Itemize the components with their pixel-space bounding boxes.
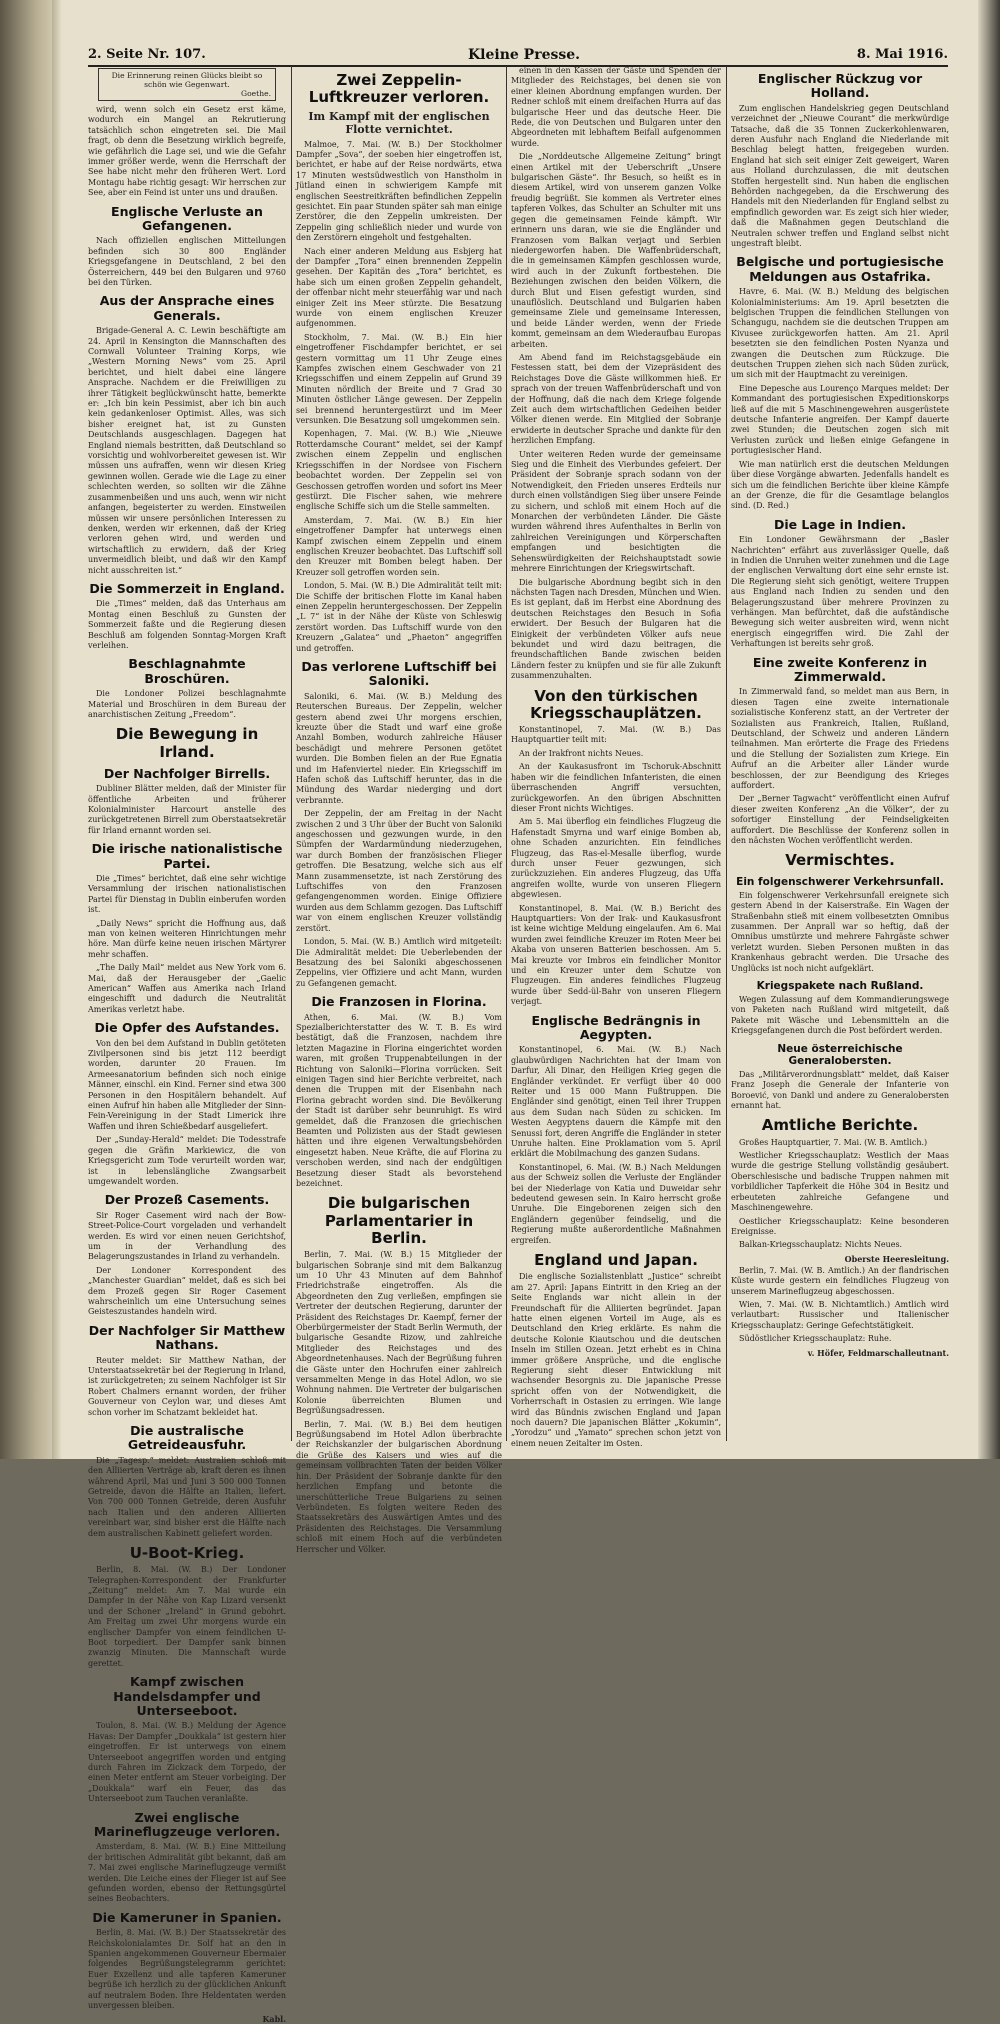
- article-headline: Die Lage in Indien.: [773, 516, 907, 532]
- article-paragraph: An der Irakfront nichts Neues.: [519, 748, 644, 758]
- article-paragraph: einen in den Kassen der Gäste und Spenden der Mitglieder des Reichstages, bei denen sie von einer kleinen Abordnung empfangen wurden. Der Redner schloß mit einem dreifachen Hurra auf das bulgarische Heer und das deutsche Heer. Die Rede, die von Deutschen und Bulgaren unter den Abgeordneten mit lebhaftem Beifall aufgenommen wurde.: [511, 66, 721, 148]
- epigraph-text: Die Erinnerung reinen Glücks bleibt so schön wie Gegenwart.: [111, 71, 263, 89]
- article-paragraph: Die „Norddeutsche Allgemeine Zeitung“ bringt einen Artikel mit der Ueberschrift „Unsere bulgarischen Gäste“. Ihr Besuch, so heißt es in diesem Artikel, wird von unserem ganzen Volke freudig begrüßt. Sie kommen als Vertreter eines tapferen Volkes, das Schulter an Schulter mit uns gegen die gemeinsamen Feinde kämpft. Wir erinnern uns daran, wie sie die Engländer und Franzosen vom Balkan verjagt und Serbien niedergeworfen haben. Die Waffenbrüderschaft, die in gemeinsamen Kämpfen geschlossen wurde, wird auch in der Zukunft fortbestehen. Die Beziehungen zwischen den beiden Völkern, die durch Blut und Eisen gefestigt wurden, sind unauflöslich. Deutschland und Bulgarien haben gemeinsame Ziele und gemeinsame Interessen, und beide Länder werden, wenn der Friede kommt, gemeinsam an dem Wiederaufbau Europas arbeiten.: [511, 152, 721, 349]
- header-page-number: 2. Seite Nr. 107.: [88, 47, 206, 62]
- article-paragraph: Ein Londoner Gewährsmann der „Basler Nachrichten“ erfährt aus zuverlässiger Quelle, daß in Indien die Unruhen weiter zunehmen und die Lage der englischen Verwaltung dort eine sehr ernste ist. Die Regierung sieht sich genötigt, weitere Truppen aus England nach Indien zu senden und den Belagerungszustand über mehrere Provinzen zu verhängen. Man befürchtet, daß die aufständische Bewegung sich weiter ausbreiten wird, wenn nicht energisch eingegriffen wird. Die Zahl der Verhaftungen ist bereits sehr groß.: [731, 535, 949, 649]
- article-headline: Englischer Rückzug vor Holland.: [757, 71, 923, 101]
- article-headline: Englische Verluste an Gefangenen.: [111, 203, 263, 234]
- article-headline: Neue österreichische Generalobersten.: [777, 1042, 903, 1067]
- article-paragraph: Toulon, 8. Mai. (W. B.) Meldung der Agence Havas: Der Dampfer „Doukkala“ ist gestern hier eingetroffen. Er ist unterwegs von einem Unterseeboot angegriffen worden und entging durch Fahren im Zickzack dem Torpedo, der einen Meter entfernt am Steuer vorbeiging. Der „Doukkala“ warf ein Feuer, das das Unterseeboot zum Tauchen veranlaßte.: [88, 1721, 286, 1804]
- article-paragraph: Das „Militärverordnungsblatt“ meldet, daß Kaiser Franz Joseph die Generale der Infanterie von Boroević, von Dankl und andere zu Generalobersten ernannt hat.: [731, 1069, 949, 1110]
- page-binding-shadow: [52, 0, 62, 1459]
- article-paragraph: Konstantinopel, 6. Mai. (W. B.) Nach Meldungen aus der Schweiz sollen die Verluste der Engländer bei der Niederlage von Katia und Duweidar sehr bedeutend gewesen sein. In Kairo herrscht große Unruhe. Die Eingeborenen zeigen sich den Engländern gegenüber feindselig, und die Regierung mußte außerordentliche Maßnahmen ergreifen.: [511, 1162, 721, 1245]
- column-4: [731, 66, 949, 1441]
- article-headline: Kriegspakete nach Rußland.: [756, 979, 924, 992]
- page-header: [88, 45, 948, 67]
- article-paragraph: Großes Hauptquartier, 7. Mai. (W. B. Amtlich.): [739, 1137, 928, 1147]
- article-paragraph: Reuter meldet: Sir Matthew Nathan, der Unterstaatssekretär bei der Regierung in Irland, ist zurückgetreten; zu seinem Nachfolger ist Sir Robert Chalmers ernannt worden, der früher Gouverneur von Ceylon war, und dieses Amt schon vorher im Schatzamt bekleidet hat.: [88, 1355, 286, 1417]
- article-paragraph: London, 5. Mai. (W. B.) Die Admiralität teilt mit: Die Schiffe der britischen Flotte im Kanal haben einen Zeppelin heruntergeschossen. Der Zeppelin „L 7“ ist in der Nähe der Küste von Schleswig zerstört worden. Das Luftschiff wurde von den Kreuzern „Galatea“ und „Phaeton“ angegriffen und getroffen.: [296, 581, 502, 653]
- article-paragraph: Der „Sunday-Herald“ meldet: Die Todesstrafe gegen die Gräfin Markiewicz, die von Kriegsgericht zum Tode verurteilt worden war, ist in lebenslängliche Zwangsarbeit umgewandelt worden.: [88, 1135, 286, 1186]
- article-paragraph: Amsterdam, 7. Mai. (W. B.) Ein hier eingetroffener Dampfer hat unterwegs einen Kampf zwischen einem Zeppelin und einem englischen Kreuzer beobachtet. Das Luftschiff soll den Kreuzer mit Bomben belegt haben. Der Kreuzer soll getroffen worden sein.: [296, 515, 502, 577]
- article-signature: Oberste Heeresleitung.: [844, 1253, 949, 1264]
- article-paragraph: Dubliner Blätter melden, daß der Minister für öffentliche Arbeiten und früherer Kolonialminister Harcourt anstelle des zurückgetretenen Birrell zum Oberstaatsekretär für Irland ernannt worden sei.: [88, 784, 286, 835]
- article-paragraph: Konstantinopel, 6. Mai. (W. B.) Nach glaubwürdigen Nachrichten hat der Imam von Darfur, Ali Dinar, den Heiligen Krieg gegen die Engländer verkündet. Er verfügt über 40 000 Reiter und 15 000 Mann Fußtruppen. Die Engländer sind genötigt, einen Teil ihrer Truppen aus dem Sudan nach Süden zu schicken. Im Westen Aegyptens dauern die Kämpfe mit den Senussi fort, deren Angriffe die Engländer in steter Unruhe halten. Eine Proklamation vom 5. April erklärt die Mobilmachung des ganzen Sudans.: [511, 1045, 721, 1159]
- column-rule: [291, 66, 292, 1441]
- article-headline: Ein folgenschwerer Verkehrsunfall.: [736, 875, 944, 888]
- column-rule: [726, 66, 727, 1441]
- article-paragraph: Die Londoner Polizei beschlagnahmte Material und Broschüren in dem Bureau der anarchistischen Zeitung „Freedom“.: [88, 689, 286, 719]
- article-paragraph: Zum englischen Handelskrieg gegen Deutschland verzeichnet der „Nieuwe Courant“ die merkwürdige Tatsache, daß die 35 Tonnen Zuckerkohlenwaren, deren Ausfuhr nach England die Niederlande mit Beschlag belegt hatten, freigegeben wurden. England hat sich seit einiger Zeit geweigert, Waren aus Holland durchzulassen, die mit deutschen Stoffen hergestellt sind. Nun haben die englischen Behörden nachgegeben, da die Erschwerung des Handels mit den Niederlanden für England selbst zu empfindlich geworden war. Es zeigt sich hier wieder, daß die Maßnahmen gegen Deutschland die Neutralen schwer treffen und England selbst nicht ungestraft bleibt.: [731, 103, 949, 249]
- article-paragraph: Stockholm, 7. Mai. (W. B.) Ein hier eingetroffener Fischdampfer berichtet, er sei gestern vormittag um 11 Uhr Zeuge eines Kampfes zwischen einem Geschwader von 21 Kriegsschiffen und einem Zeppelin auf Grund 39 Minuten nördlich der Breite und 7 Grad 30 Minuten östlicher Länge gewesen. Der Zeppelin sei brennend heruntergestürzt und im Meer versunken. Die Besatzung soll umgekommen sein.: [296, 332, 502, 426]
- article-paragraph: Südöstlicher Kriegsschauplatz: Ruhe.: [739, 1334, 892, 1344]
- article-headline: Der Nachfolger Sir Matthew Nathans.: [88, 1322, 286, 1353]
- article-paragraph: Amsterdam, 8. Mai. (W. B.) Eine Mitteilung der britischen Admiralität gibt bekannt, daß am 7. Mai zwei englische Marineflugzeuge vermißt werden. Die Leiche eines der Flieger ist auf See gefunden worden, ebenso der Rettungsgürtel seines Beobachters.: [88, 1842, 286, 1904]
- article-headline: Amtliche Berichte.: [761, 1116, 919, 1135]
- article-headline: Die Bewegung in Irland.: [115, 725, 259, 761]
- article-paragraph: Von den bei dem Aufstand in Dublin getöteten Zivilpersonen sind bis jetzt 112 beerdigt worden, darunter 20 Frauen. Im Armeesanatorium befinden sich noch einige Männer, einschl. ein Kind. Ferner sind etwa 300 Personen in den Hospitälern behandelt. Auf einen Aufruf hin haben alle Mitglieder der Sinn-Fein-Vereinigung in der Stadt Limerick ihre Waffen und ihren Schießbedarf ausgeliefert.: [88, 1038, 286, 1131]
- article-paragraph: Die „Times“ melden, daß das Unterhaus am Montag einen Beschluß zu Gunsten der Sommerzeit faßte und die Regierung diesen Beschluß am folgenden Sonntag-Morgen Kraft verleihen.: [88, 599, 286, 650]
- article-paragraph: Berlin, 8. Mai. (W. B.) Der Staatssekretär des Reichskolonialamtes Dr. Solf hat an den in Spanien angekommenen Gouverneur Ebermaier folgendes Begrüßungstelegramm gerichtet: Euer Exzellenz und alle tapferen Kameruner begrüße ich herzlich zu der glücklichen Ankunft auf neutralem Boden. Ihre Heldentaten werden unvergessen bleiben.: [88, 1928, 286, 2011]
- article-headline: Die Kameruner in Spanien.: [92, 1909, 282, 1925]
- article-headline: Die Sommerzeit in England.: [89, 580, 285, 596]
- article-headline: Aus der Ansprache eines Generals.: [99, 293, 275, 323]
- column-3: [511, 66, 721, 1448]
- article-paragraph: Eine Depesche aus Lourenço Marques meldet: Der Kommandant des portugiesischen Expeditionskorps ließ auf die mit 5 Maschinengewehren ausgerüstete deutsche Infanterie angreifen. Der Kampf dauerte zwei Stunden; die Deutschen zogen sich mit Verlusten zurück und ließen einige Gefangene in portugiesischer Hand.: [731, 383, 949, 456]
- article-paragraph: Am 5. Mai überflog ein feindliches Flugzeug die Hafenstadt Smyrna und warf einige Bomben ab, ohne Schaden anzurichten. Ein feindliches Flugzeug, das Ras-el-Mesalle überflog, wurde durch unser Feuer gezwungen, sich zurückzuziehen. Ein anderes Flugzeug, das Uffa angreifen wollte, wurde von unseren Fliegern abgewiesen.: [511, 817, 721, 900]
- article-paragraph: Konstantinopel, 8. Mai. (W. B.) Bericht des Hauptquartiers: Von der Irak- und Kaukasusfront ist keine wichtige Meldung eingelaufen. Am 6. Mai wurden zwei feindliche Kreuzer im Roten Meer bei Akaba von unseren Batterien beschossen. Am 5. Mai kreuzte vor Imbros ein feindlicher Monitor und ein Kreuzer unter dem Schutze von Flugzeugen. Ein anderes feindliches Flugzeug wurde über Sedd-ül-Bahr von unseren Fliegern verjagt.: [511, 903, 721, 1007]
- article-headline: Belgische und portugiesische Meldungen aus Ostafrika.: [736, 254, 944, 284]
- article-paragraph: Nach offiziellen englischen Mitteilungen befinden sich 30 800 Engländer Kriegsgefangene in Deutschland, 2 bei den Österreichern, 449 bei den Bulgaren und 9760 bei den Türken.: [88, 236, 286, 288]
- article-paragraph: Der Zeppelin, der am Freitag in der Nacht zwischen 2 und 3 Uhr über der Bucht von Saloniki angeschossen und gezwungen wurde, in den Sümpfen der Wardarmündung niederzugehen, war durch Bomben der französischen Flieger getroffen. Die Besatzung, welche sich aus elf Mann zusammensetzte, ist nach Zerstörung des Luftschiffes von den Franzosen gefangengenommen worden. Einige Offiziere wurden aus dem Schlamm gezogen. Das Luftschiff war von einem englischen Kreuzer vollständig zerstört.: [296, 809, 502, 933]
- article-paragraph: Ein folgenschwerer Verkehrsunfall ereignete sich gestern Abend in der Kaiserstraße. Ein Wagen der Straßenbahn stieß mit einem vollbesetzten Omnibus zusammen. Der Anprall war so heftig, daß der Omnibus umstürzte und mehrere Fahrgäste schwer verletzt wurden. Sieben Personen mußten in das Krankenhaus gebracht werden. Die Ursache des Unglücks ist noch nicht aufgeklärt.: [731, 890, 949, 973]
- article-paragraph: Berlin, 8. Mai. (W. B.) Der Londoner Telegraphen-Korrespondent der Frankfurter „Zeitung“ meldet: Am 7. Mai wurde ein Dampfer in der Nähe von Kap Lizard versenkt und der Schoner „Ireland“ in Grund gebohrt. Am Freitag um zwei Uhr morgens wurde ein englischer Dampfer von einem feindlichen U-Boot torpediert. Der Dampfer sank binnen zwanzig Minuten. Die Mannschaft wurde gerettet.: [88, 1565, 286, 1668]
- article-paragraph: London, 5. Mai. (W. B.) Amtlich wird mitgeteilt: Die Admiralität meldet: Die Ueberlebenden der Besatzung des bei Saloniki abgeschossenen Zeppelins, vier Offiziere und acht Mann, wurden zu Gefangenen gemacht.: [296, 937, 502, 988]
- article-paragraph: Berlin, 7. Mai. (W. B.) 15 Mitglieder der bulgarischen Sobranje sind mit dem Balkanzug um 10 Uhr 43 Minuten auf dem Bahnhof Friedrichstraße eingetroffen. Als die Abgeordneten den Zug verließen, empfingen sie Vertreter der deutschen Regierung, darunter der Präsident des Reichstages Dr. Kaempf, ferner der Oberbürgermeister der Stadt Berlin Wermuth, der bulgarische Gesandte Rizow, und zahlreiche Mitglieder des Reichstages und des Abgeordnetenhauses. Nach der Begrüßung fuhren die Gäste unter den Hochrufen einer zahlreich versammelten Menge in das Hotel Adlon, wo sie Wohnung nahmen. Die Vertreter der bulgarischen Kolonie überreichten Blumen und Begrüßungsadressen.: [296, 1250, 502, 1416]
- article-paragraph: Berlin, 7. Mai. (W. B. Amtlich.) An der flandrischen Küste wurde gestern ein feindliches Flugzeug von unserem Marineflugzeug abgeschossen.: [731, 1265, 949, 1296]
- article-headline: Beschlagnahmte Broschüren.: [128, 656, 246, 686]
- article-paragraph: Berlin, 7. Mai. (W. B.) Bei dem heutigen Begrüßungsabend im Hotel Adlon überbrachte der Reichskanzler der bulgarischen Abordnung die Grüße des Kaisers und wies auf die gemeinsam vollbrachten Taten der beiden Völker hin. Der Präsident der Sobranje dankte für den herzlichen Empfang und betonte die unerschütterliche Treue Bulgariens zu seinen Verbündeten. Es folgten weitere Reden des Staatssekretärs des Auswärtigen Amtes und des Präsidenten des Reichstages. Die Versammlung schloß mit einem Hoch auf die verbündeten Herrscher und Völker.: [296, 1419, 502, 1554]
- article-paragraph: In Zimmerwald fand, so meldet man aus Bern, in diesen Tagen eine zweite internationale sozialistische Konferenz statt, an der Vertreter der Sozialisten aus Frankreich, Italien, Rußland, Deutschland, der Schweiz und anderen Ländern teilnahmen. Man erörterte die Frage des Friedens und die Stellung der Sozialisten zum Kriege. Ein Aufruf an die Arbeiter aller Länder wurde beschlossen, der zur Beendigung des Krieges auffordert.: [731, 687, 949, 790]
- article-headline: England und Japan.: [534, 1251, 698, 1270]
- article-paragraph: wird, wenn solch ein Gesetz erst käme, wodurch ein Mangel an Rekrutierung tatsächlich schon eingetreten sei. Die Mail fragt, ob denn die Besetzung wirklich begreife, wie gefährlich die Lage sei, und wie die Gefahr immer größer werde, wenn die Herrschaft der See habe nicht mehr den früheren Wert. Lord Montagu habe richtig gesagt: Wir herrschen zur See, aber ein Feind ist unter uns und draußen.: [88, 105, 286, 198]
- article-paragraph: Sir Roger Casement wird nach der Bow-Street-Police-Court vorgeladen und verhandelt werden. Es wird vor einen neuen Gerichtshof, um in der Verhandlung des Belagerungszustandes in Irland zu verhandeln.: [88, 1210, 286, 1262]
- article-headline: Eine zweite Konferenz in Zimmerwald.: [752, 654, 928, 684]
- article-paragraph: Nach einer anderen Meldung aus Esbjerg hat der Dampfer „Tora“ einen brennenden Zeppelin gesehen. Der Kapitän des „Tora“ berichtet, es habe sich um einen großen Zeppelin gehandelt, der offenbar nicht mehr steuerfähig war und nach einiger Zeit ins Meer stürzte. Die Besatzung wurde von einem englischen Kreuzer aufgenommen.: [296, 246, 502, 329]
- article-headline: Die australische Getreideausfuhr.: [127, 1422, 247, 1453]
- article-paragraph: „Daily News“ spricht die Hoffnung aus, daß man von keinen weiteren Hinrichtungen mehr höre. Man dürfe keine neuen irischen Märtyrer mehr schaffen.: [88, 918, 286, 959]
- article-headline: Das verlorene Luftschiff bei Saloniki.: [301, 659, 497, 689]
- article-paragraph: Havre, 6. Mai. (W. B.) Meldung des belgischen Kolonialministeriums: Am 19. April besetzten die belgischen Truppen die feindlichen Stellungen von Schangugu, nachdem sie die deutschen Truppen am Kivusee zurückgeworfen hatten. Am 21. April besetzten sie den feindlichen Posten Nyanza und zwangen die Deutschen zum Rückzuge. Die deutschen Truppen ziehen sich nach Süden zurück, um sich mit der Hauptmacht zu vereinigen.: [731, 287, 949, 380]
- article-paragraph: An der Kaukasusfront im Tschoruk-Abschnitt haben wir die feindlichen Infanteristen, die einen überraschenden Angriff versuchten, zurückgeworfen. An den übrigen Abschnitten dieser Front nichts Wichtiges.: [511, 762, 721, 813]
- article-headline: Die irische nationalistische Partei.: [91, 841, 283, 871]
- article-headline: Zwei Zeppelin-Luftkreuzer verloren.: [308, 71, 490, 107]
- article-paragraph: Die bulgarische Abordnung begibt sich in den nächsten Tagen nach Dresden, München und Wien. Es ist geplant, daß im Herbst eine Abordnung des deutschen Reichstages den Besuch in Sofia erwidert. Der Besuch der Bulgaren hat die Einigkeit der verbündeten Völker aufs neue bekundet und wird dazu beitragen, die freundschaftlichen Bande zwischen beiden Ländern fester zu knüpfen und sie für alle Zukunft zusammenzuhalten.: [511, 577, 721, 681]
- epigraph-quote: [98, 68, 276, 101]
- article-paragraph: Die „Times“ berichtet, daß eine sehr wichtige Versammlung der irischen nationalistischen Partei für Dienstag in Dublin einberufen worden ist.: [88, 873, 286, 915]
- article-paragraph: Athen, 6. Mai. (W. B.) Vom Spezialberichterstatter des W. T. B. Es wird bestätigt, daß die Franzosen, nachdem ihre letzten Magazine in Florina eingerichtet worden waren, mit großen Truppenabteilungen in der Richtung von Saloniki—Florina vorrücken. Seit einigen Tagen sind hier Berichte verbreitet, nach denen die Truppen mit der Eisenbahn nach Florina gebracht worden sind. Die Bevölkerung der Stadt ist darüber sehr beunruhigt. Es wird gemeldet, daß die Franzosen die griechischen Beamten und Polizisten aus der Stadt gewiesen hätten und ihre eigenen Verwaltungsbehörden eingesetzt haben. Neue Kräfte, die auf Florina zu verschoben werden, sind nach der endgültigen Besetzung dieser Stadt als bevorstehend bezeichnet.: [296, 1012, 502, 1188]
- article-headline: Von den türkischen Kriegsschauplätzen.: [530, 686, 702, 722]
- article-headline: Die Franzosen in Florina.: [311, 994, 487, 1010]
- header-date: 8. Mai 1916.: [856, 47, 948, 62]
- article-paragraph: Wie man natürlich erst die deutschen Meldungen über diese Vorgänge abwarten. Jedenfalls handelt es sich um die feindlichen Berichte über kleine Kämpfe an der Grenze, die für die Gesamtlage belanglos sind. (D. Red.): [731, 459, 949, 511]
- book-spine: [0, 0, 52, 1459]
- article-headline: U-Boot-Krieg.: [129, 1543, 245, 1562]
- article-signature: Kabl.: [262, 2014, 286, 2024]
- article-paragraph: Wien, 7. Mai. (W. B. Nichtamtlich.) Amtlich wird verlautbart: Russischer und Italienischer Kriegsschauplatz: Geringe Gefechtstätigkeit.: [731, 1299, 949, 1330]
- article-headline: Zwei englische Marineflugzeuge verloren.: [93, 1809, 281, 1839]
- header-masthead: Kleine Presse.: [468, 47, 581, 63]
- page-edge-shadow: [978, 0, 1000, 1459]
- article-subheadline: Im Kampf mit der englischen Flotte vernichtet.: [308, 109, 490, 136]
- column-1: [88, 66, 286, 2024]
- article-headline: Englische Bedrängnis in Aegypten.: [531, 1012, 701, 1042]
- article-paragraph: Kopenhagen, 7. Mai. (W. B.) Wie „Nieuwe Rotterdamsche Courant“ meldet, sei der Kampf zwischen einem Zeppelin und englischen Kriegsschiffen in der Nordsee von Fischern beobachtet worden. Der Zeppelin sei von Geschossen getroffen worden und sofort ins Meer gestürzt. Die Fischer sahen, wie mehrere englische Schiffe sich um die Stelle sammelten.: [296, 429, 502, 512]
- article-paragraph: Westlicher Kriegsschauplatz: Westlich der Maas wurde die gestrige Stellung vollständig gesäubert. Oberschlesische und badische Truppen nahmen mit vorbildlicher Tapferkeit die Höhe 304 in Besitz und erbeuteten zahlreiche Gefangene und Maschinengewehre.: [731, 1151, 949, 1213]
- article-paragraph: Balkan-Kriegsschauplatz: Nichts Neues.: [739, 1240, 903, 1250]
- column-2: [296, 66, 502, 1554]
- article-paragraph: „The Daily Mail“ meldet aus New York vom 6. Mai, daß der Herausgeber der „Gaelic American“ Waffen aus Amerika nach Irland eingeschifft und dadurch die Neutralität Amerikas verletzt habe.: [88, 963, 286, 1014]
- article-headline: Der Prozeß Casements.: [104, 1192, 270, 1208]
- article-paragraph: Der „Berner Tagwacht“ veröffentlicht einen Aufruf dieser zweiten Konferenz „An die Völker“, der zu sofortiger Einstellung der Feindseligkeiten auffordert. Die Beschlüsse der Konferenz sollen in den nächsten Wochen veröffentlicht werden.: [731, 794, 949, 845]
- article-paragraph: Die englische Sozialistenblatt „Justice“ schreibt am 27. April: Japans Eintritt in den Krieg an der Seite Englands war nicht allein in der Freundschaft für die Alliierten begründet. Japan hatte einen eigenen Vorteil im Auge, als es Deutschland den Krieg erklärte. Es nahm die deutsche Kolonie Kiautschou und die deutschen Inseln im Stillen Ozean. Jetzt erhebt es in China immer größere Ansprüche, und die englische Regierung sieht dieser Entwicklung mit wachsender Besorgnis zu. Die japanische Presse spricht offen von der Notwendigkeit, die Vorherrschaft in Ostasien zu erringen. Wie lange wird das Bündnis zwischen England und Japan noch dauern? Die japanischen Blätter „Kokumin“, „Yorodzu“ und „Yamato“ sprechen schon jetzt von einem neuen Zeitalter im Osten.: [511, 1272, 721, 1448]
- article-paragraph: Konstantinopel, 7. Mai. (W. B.) Das Hauptquartier teilt mit:: [511, 725, 721, 745]
- article-paragraph: Wegen Zulassung auf dem Kommandierungswege von Paketen nach Rußland wird mitgeteilt, daß Pakete mit Wäsche und Lebensmitteln an die Kriegsgefangenen durch die Post befördert werden.: [731, 995, 949, 1036]
- article-paragraph: Der Londoner Korrespondent des „Manchester Guardian“ meldet, daß es sich bei dem Prozeß gegen Sir Roger Casement wahrscheinlich um eine Untersuchung seines Geisteszustandes handeln wird.: [88, 1265, 286, 1317]
- article-headline: Der Nachfolger Birrells.: [103, 765, 271, 781]
- article-paragraph: Unter weiteren Reden wurde der gemeinsame Sieg und die Einheit des Vierbundes gefeiert. Der Präsident der Sobranje sprach sodann von der Notwendigkeit, den Frieden unseres Erdteils nur durch einen vollständigen Sieg über unsere Feinde zu sichern, und schloß mit einem Hoch auf die Monarchen der verbündeten Länder. Die Gäste wurden während ihres Aufenthaltes in Berlin von zahlreichen Vereinigungen und Körperschaften empfangen und besichtigten die Sehenswürdigkeiten der Reichshauptstadt sowie mehrere Einrichtungen der Kriegswirtschaft.: [511, 449, 721, 574]
- article-paragraph: Saloniki, 6. Mai. (W. B.) Meldung des Reuterschen Bureaus. Der Zeppelin, welcher gestern abend zwei Uhr morgens erschien, kreuzte über die Stadt und warf eine große Anzahl Bomben, wodurch zahlreiche Häuser beschädigt und mehrere Personen getötet wurden. Die Bomben fielen an der Rue Egnatia und im Hafenviertel nieder. Ein Kriegsschiff im Hafen schoß das Luftschiff herunter, das in die Mündung des Wardar niederging und dort verbrannte.: [296, 691, 502, 805]
- article-headline: Vermischtes.: [785, 851, 895, 870]
- article-headline: Die Opfer des Aufstandes.: [94, 1020, 280, 1036]
- article-paragraph: Malmoe, 7. Mai. (W. B.) Der Stockholmer Dampfer „Sova“, der soeben hier eingetroffen ist, berichtet, er habe auf der Reise nordwärts, etwa 17 Minuten westsüdwestlich von Hanstholm in Jütland einen in schwierigem Kampfe mit englischen Seestreitkräften befindlichen Zeppelin gesichtet. Ein paar Stunden später sah man einige Zerstörer, die den Zeppelin umkreisten. Der Zeppelin ging schließlich nieder und wurde von den Zerstörern eingeholt und festgehalten.: [296, 139, 502, 243]
- article-headline: Kampf zwischen Handelsdampfer und Unterseeboot.: [113, 1674, 261, 1718]
- article-paragraph: Brigade-General A. C. Lewin beschäftigte am 24. April in Kensington die Mannschaften des Cornwall Volunteer Training Korps, wie „Western Morning News“ vom 25. April berichtet, und hielt dabei eine längere Ansprache. Nachdem er die Freiwilligen zu ihrer Tätigkeit beglückwünscht hatte, bemerkte er: „Ich bin kein Pessimist, aber ich bin auch kein gedankenloser Optimist. Alles, was sich bisher ereignet hat, ist zu Gunsten Deutschlands ausgeschlagen. Dagegen hat England niemals bestritten, daß Deutschland so vorsichtig und wohlvorbereitet gewesen ist. Wir müssen uns aufraffen, wenn wir diesen Krieg gewinnen wollen. Gerade wie die Lage zu einer schlechten werden, so sollten wir die Zähne zusammenbeißen und uns auch, wenn wir nicht anfangen, begeisterter zu werden. Einstweilen müssen wir unsere persönlichen Interessen zu denken, werden wir erkennen, daß der Krieg verloren gehen wird, und werden und wirtschaftlich zu erwidern, daß der Krieg unvermeidlich bleibt, und daß wir den Kampf nicht ausschreiten ist.“: [88, 326, 286, 575]
- article-signature: v. Höfer, Feldmarschalleutnant.: [807, 1347, 949, 1358]
- article-paragraph: Die „Tagesp.“ meldet: Australien schloß mit den Alliierten Verträge ab, kraft deren es ihnen während April, Mai und Juni 3 500 000 Tonnen Getreide, davon die Hälfte an Italien, liefert. Von 700 000 Tonnen Getreide, deren Ausfuhr nach Italien und den anderen Alliierten vereinbart war, sind bisher erst die Hälfte nach dem australischen Kabinett geliefert worden.: [88, 1455, 286, 1538]
- epigraph-author: Goethe.: [241, 89, 271, 98]
- article-headline: Die bulgarischen Parlamentarier in Berlin.: [324, 1194, 474, 1247]
- column-rule: [506, 66, 507, 1441]
- article-paragraph: Am Abend fand im Reichstagsgebäude ein Festessen statt, bei dem der Vizepräsident des Reichstages Dove die Gäste willkommen hieß. Er sprach von der treuen Waffenbrüderschaft und von der Hoffnung, daß die nach dem Kriege folgende Zeit auch dem wirtschaftlichen Gedeihen beider Völker dienen werde. Ein Mitglied der Sobranje erwiderte in deutscher Sprache und dankte für den herzlichen Empfang.: [511, 352, 721, 446]
- article-paragraph: Oestlicher Kriegsschauplatz: Keine besonderen Ereignisse.: [731, 1216, 949, 1236]
